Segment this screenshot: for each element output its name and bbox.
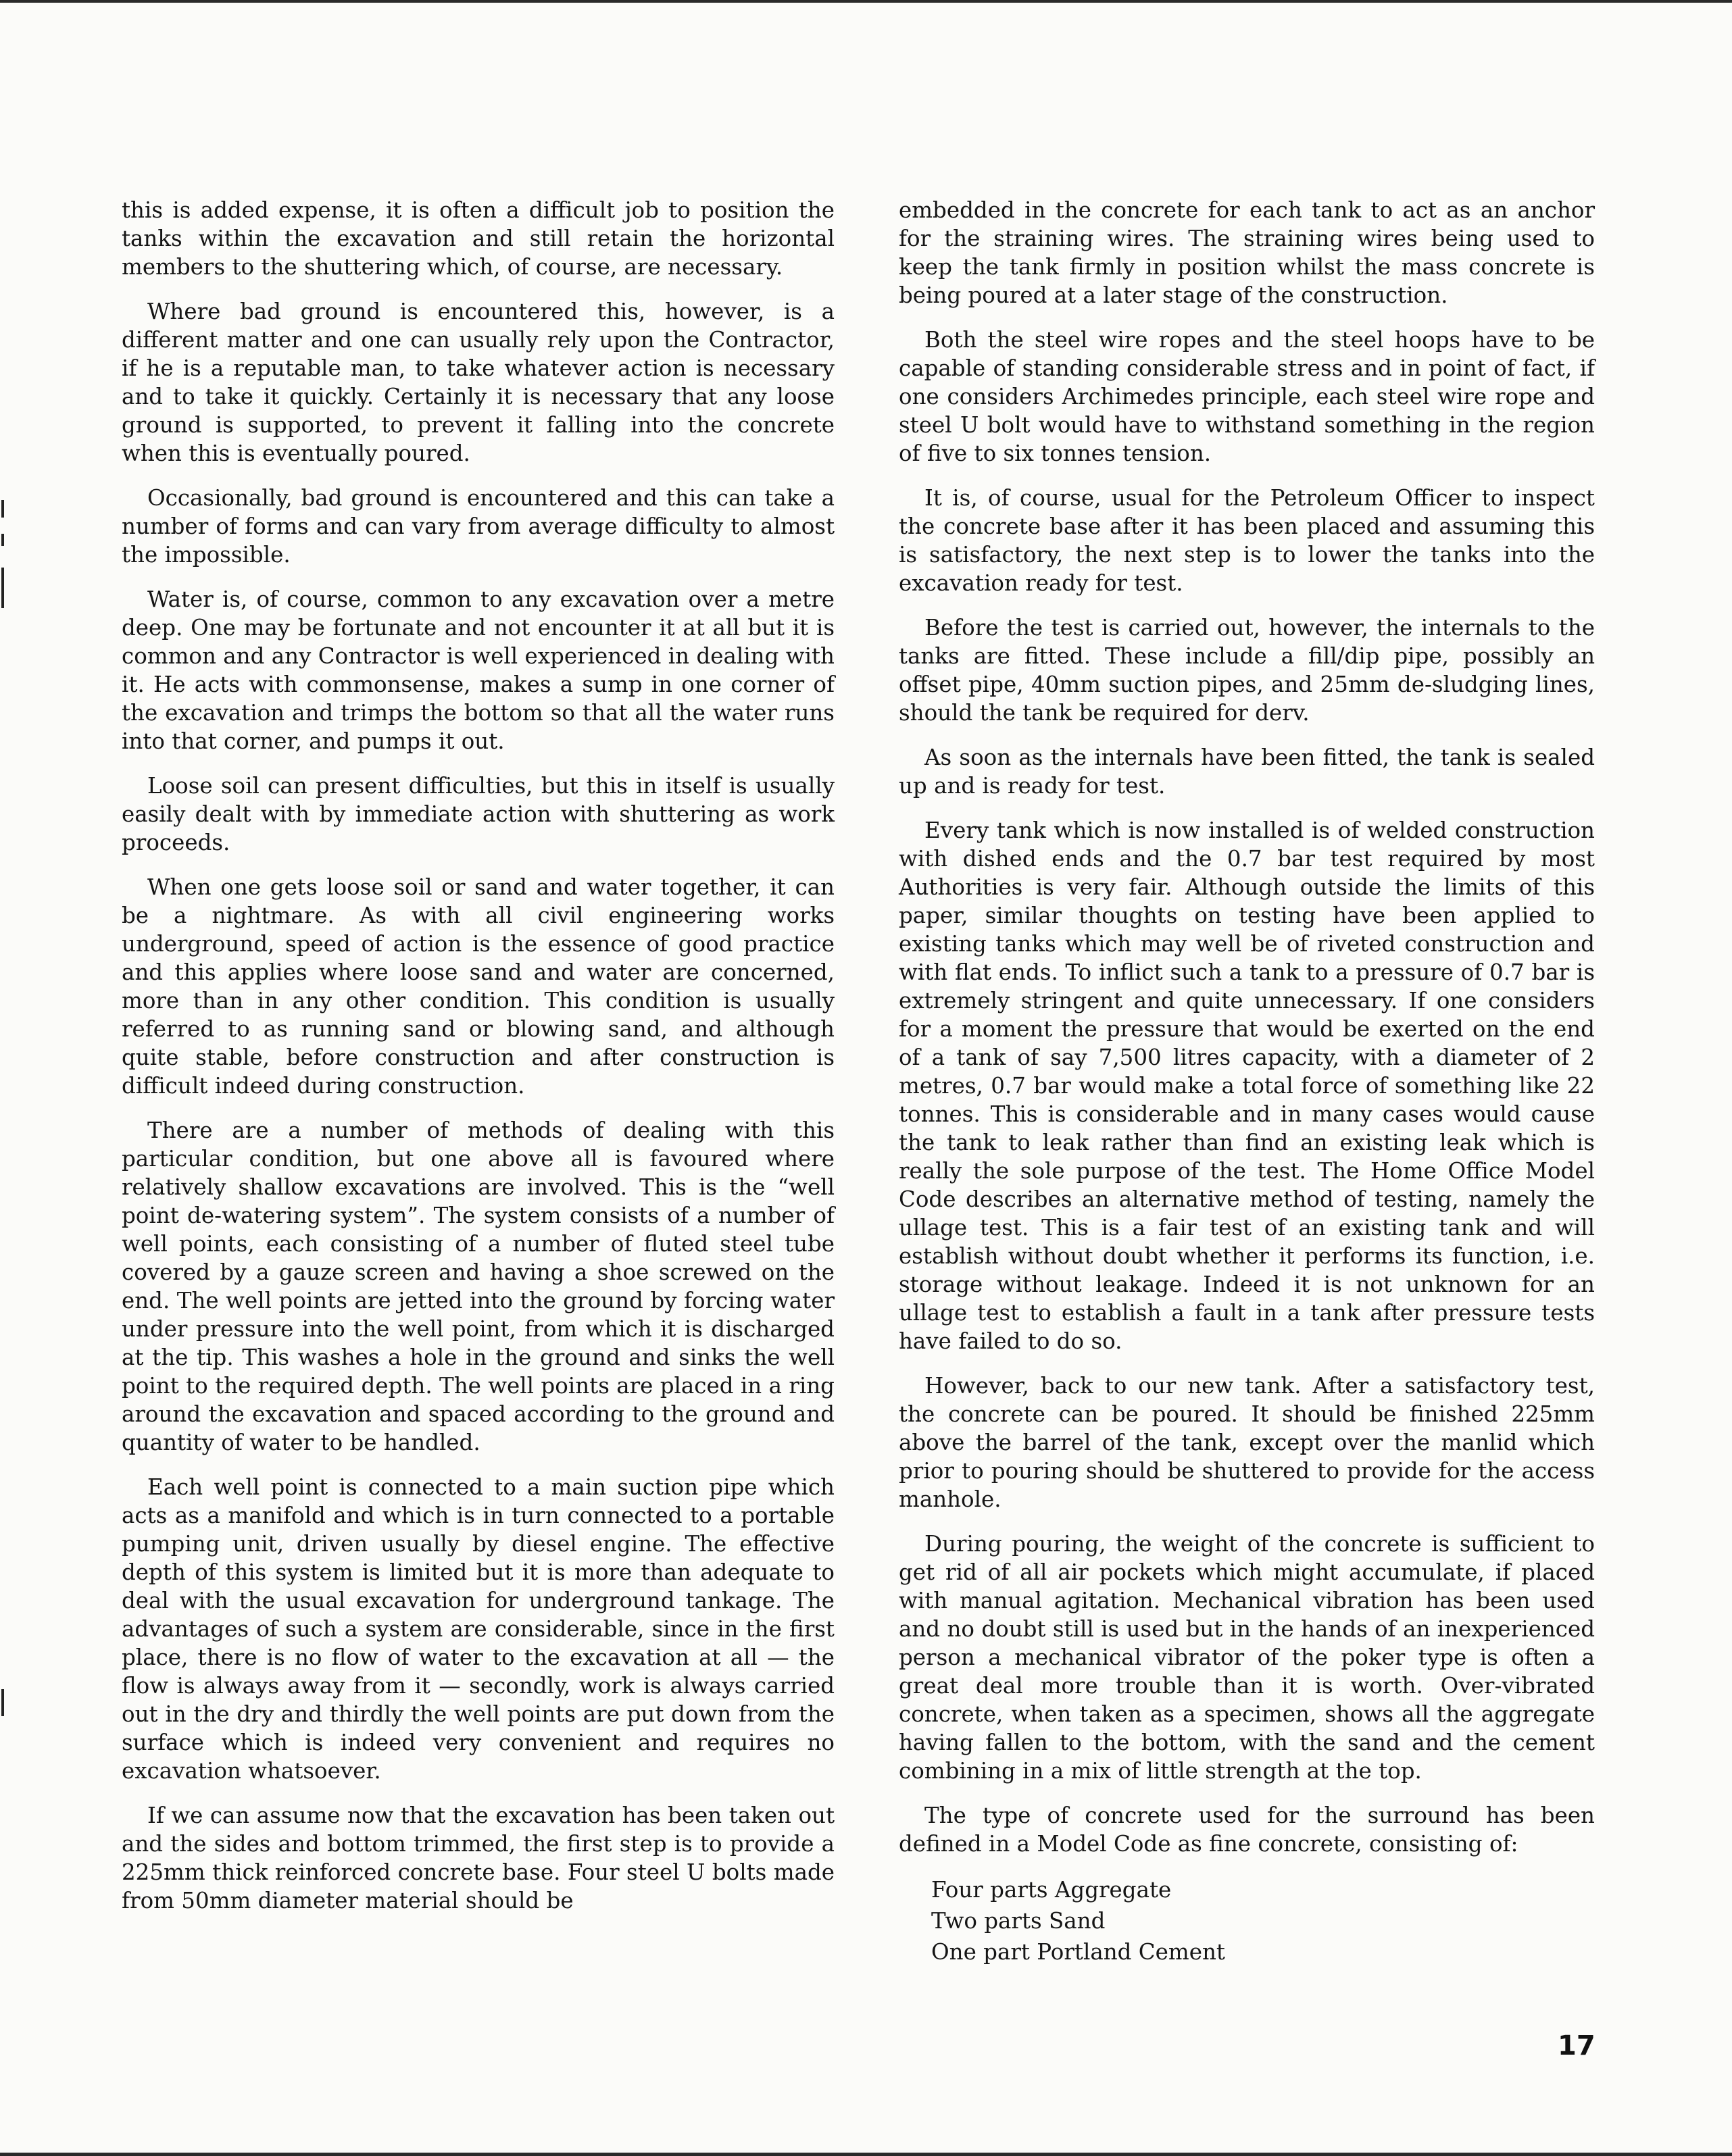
paragraph: Before the test is carried out, however, the internals to the tanks are fitted. These include a fill/dip pipe, possibly an offset pipe, 40mm suction pipes, and 25mm de-sludging lines, should the tank be required for derv. xyxy=(899,615,1595,726)
paragraph: When one gets loose soil or sand and water together, it can be a nightmare. As with all civil engineering works underground, speed of action is the essence of good practice and this applies where loose sand and water are concerned, more than in any other condition. This condition is usually referred to as running sand or blowing sand, and although quite stable, before construction and after construction is difficult indeed during construction. xyxy=(122,874,835,1099)
concrete-mix-list xyxy=(899,1874,1595,1967)
paragraph: However, back to our new tank. After a satisfactory test, the concrete can be poured. It should be finished 225mm above the barrel of the tank, except over the manlid which prior to pouring should be shuttered to provide for the access manhole. xyxy=(899,1373,1595,1512)
bottom-edge-rule xyxy=(0,2153,1732,2156)
right-column xyxy=(899,196,1595,1967)
page-number: 17 xyxy=(1558,2030,1595,2061)
list-item: Two parts Sand xyxy=(931,1908,1106,1934)
list-item: Four parts Aggregate xyxy=(931,1877,1172,1903)
paragraph: As soon as the internals have been fitted, the tank is sealed up and is ready for test. xyxy=(899,745,1595,799)
paragraph: embedded in the concrete for each tank to act as an anchor for the straining wires. The straining wires being used to keep the tank firmly in position whilst the mass concrete is being poured at a later stage of the construction. xyxy=(899,197,1595,308)
scan-margin-mark xyxy=(1,534,4,546)
paragraph: It is, of course, usual for the Petroleum Officer to inspect the concrete base after it has been placed and assuming this is satisfactory, the next step is to lower the tanks into the excavation ready for test. xyxy=(899,485,1595,596)
paragraph: The type of concrete used for the surround has been defined in a Model Code as fine concrete, consisting of: xyxy=(899,1803,1595,1857)
paragraph: Occasionally, bad ground is encountered and this can take a number of forms and can vary from average difficulty to almost the impossible. xyxy=(122,485,835,568)
paragraph: During pouring, the weight of the concrete is sufficient to get rid of all air pockets which might accumulate, if placed with manual agitation. Mechanical vibration has been used and no doubt still is used but in the hands of an inexperienced person a mechanical vibrator of the poker type is often a great deal more trouble than it is worth. Over-vibrated concrete, when taken as a specimen, shows all the aggregate having fallen to the bottom, with the sand and the cement combining in a mix of little strength at the top. xyxy=(899,1531,1595,1784)
scan-margin-mark xyxy=(1,568,4,608)
paragraph: Where bad ground is encountered this, however, is a different matter and one can usually rely upon the Contractor, if he is a reputable man, to take whatever action is necessary and to take it quickly. Certainly it is necessary that any loose ground is supported, to prevent it falling into the concrete when this is eventually poured. xyxy=(122,299,835,466)
top-edge-rule xyxy=(0,0,1732,3)
scan-margin-mark xyxy=(1,500,4,518)
paragraph: Water is, of course, common to any excavation over a metre deep. One may be fortunate and not encounter it at all but it is common and any Contractor is well experienced in dealing with it. He acts with commonsense, makes a sump in one corner of the excavation and trimps the bottom so that all the water runs into that corner, and pumps it out. xyxy=(122,586,835,754)
paragraph: Every tank which is now installed is of welded construction with dished ends and the 0.7 bar test required by most Authorities is very fair. Although outside the limits of this paper, similar thoughts on testing have been applied to existing tanks which may well be of riveted construction and with flat ends. To inflict such a tank to a pressure of 0.7 bar is extremely stringent and quite unnecessary. If one considers for a moment the pressure that would be exerted on the end of a tank of say 7,500 litres capacity, with a diameter of 2 metres, 0.7 bar would make a total force of something like 22 tonnes. This is considerable and in many cases would cause the tank to leak rather than find an existing leak which is really the sole purpose of the test. The Home Office Model Code describes an alternative method of testing, namely the ullage test. This is a fair test of an existing tank and will establish without doubt whether it performs its function, i.e. storage without leakage. Indeed it is not unknown for an ullage test to establish a fault in a tank after pressure tests have failed to do so. xyxy=(899,818,1595,1354)
paragraph: If we can assume now that the excavation has been taken out and the sides and bottom trimmed, the first step is to provide a 225mm thick reinforced concrete base. Four steel U bolts made from 50mm diameter material should be xyxy=(122,1803,835,1913)
list-item: One part Portland Cement xyxy=(931,1939,1225,1965)
paragraph: Both the steel wire ropes and the steel hoops have to be capable of standing considerable stress and in point of fact, if one considers Archimedes principle, each steel wire rope and steel U bolt would have to withstand something in the region of five to six tonnes tension. xyxy=(899,327,1595,466)
paragraph: There are a number of methods of dealing with this particular condition, but one above all is favoured where relatively shallow excavations are involved. This is the “well point de-watering system”. The system consists of a number of well points, each consisting of a number of fluted steel tube covered by a gauze screen and having a shoe screwed on the end. The well points are jetted into the ground by forcing water under pressure into the well point, from which it is discharged at the tip. This washes a hole in the ground and sinks the well point to the required depth. The well points are placed in a ring around the excavation and spaced according to the ground and quantity of water to be handled. xyxy=(122,1118,835,1455)
paragraph: this is added expense, it is often a difficult job to position the tanks within the excavation and still retain the horizontal members to the shuttering which, of course, are necessary. xyxy=(122,197,835,280)
paragraph: Loose soil can present difficulties, but this in itself is usually easily dealt with by immediate action with shuttering as work proceeds. xyxy=(122,773,835,855)
left-column xyxy=(122,196,835,1915)
scan-margin-mark xyxy=(1,1689,4,1716)
paragraph: Each well point is connected to a main suction pipe which acts as a manifold and which is in turn connected to a portable pumping unit, driven usually by diesel engine. The effective depth of this system is limited but it is more than adequate to deal with the usual excavation for underground tankage. The advantages of such a system are considerable, since in the first place, there is no flow of water to the excavation at all — the flow is always away from it — secondly, work is always carried out in the dry and thirdly the well points are put down from the surface which is indeed very convenient and requires no excavation whatsoever. xyxy=(122,1474,835,1784)
